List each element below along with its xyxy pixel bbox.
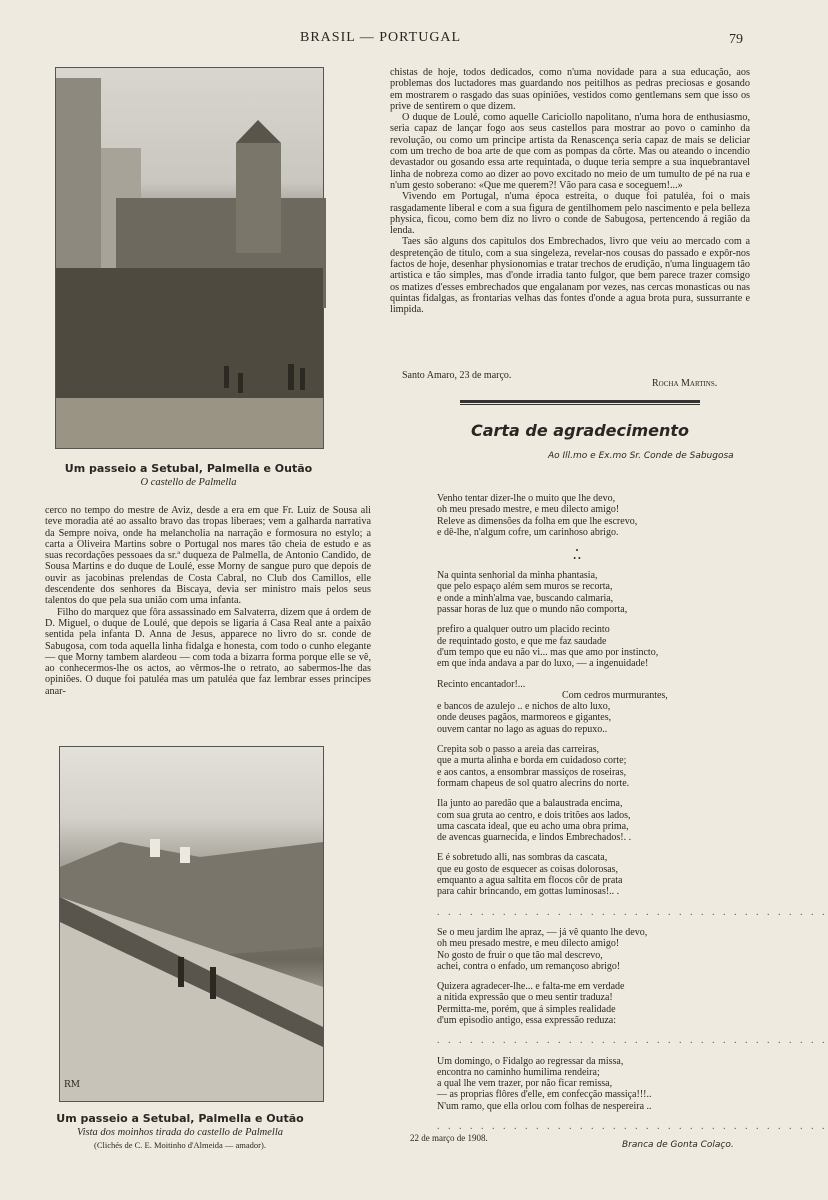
poem-line: achei, contra o enfado, um remançoso abrigo! xyxy=(437,960,621,972)
article-author: Rocha Martins. xyxy=(652,378,718,389)
poem-stanza xyxy=(437,679,737,735)
poem-line: Um domingo, o Fidalgo ao regressar da missa, xyxy=(437,1055,624,1067)
poem-stanza xyxy=(437,570,737,615)
poem-line: que pelo espaço além sem muros se recorta, xyxy=(437,581,613,593)
figure1-caption-title: Um passeio a Setubal, Palmella e Outão xyxy=(64,462,313,475)
section-rule-thin xyxy=(460,404,700,405)
poem-line: formam chapeus de sol quatro alecrins do norte. xyxy=(437,777,630,789)
carta-author: Branca de Gonta Colaço. xyxy=(622,1140,734,1150)
poem-line: Ila junto ao paredão que a balaustrada encima, xyxy=(437,798,623,810)
poem-line: Recinto encantador!... xyxy=(437,678,526,690)
right-paragraph: chistas de hoje, todos dedicados, como n'uma novidade para a sua educação, aos problemas dos luctadores mas guardando nos peitilhos as pedras preciosas e gosando em mostrarem o rasgado das suas opiniões, vestidos como gentlemans sem que isso os prive de sentirem o que dizem. xyxy=(390,67,750,112)
poem-stanza xyxy=(437,1056,737,1112)
poem-line: e bancos de azulejo .. e nichos de alto luxo, xyxy=(437,701,611,713)
poem-line: que eu gosto de esquecer as coisas dolorosas, xyxy=(437,863,619,875)
carta-dedication: Ao Ill.mo e Ex.mo Sr. Conde de Sabugosa xyxy=(548,451,734,461)
poem-line: onde deuses pagãos, marmoreos e gigantes, xyxy=(437,712,612,724)
poem-line: uma cascata ideal, que eu acho uma obra prima, xyxy=(437,820,629,832)
poem-line: e onde a minh'alma vae, buscando calmaria, xyxy=(437,592,614,604)
poem-stanza xyxy=(437,493,737,538)
poem-stanza xyxy=(437,624,737,669)
poem-line: Se o meu jardim lhe apraz, — já vê quanto lhe devo, xyxy=(437,926,648,938)
poem-line: Na quinta senhorial da minha phantasia, xyxy=(437,570,598,582)
right-paragraph: O duque de Loulé, como aquelle Cariciollo napolitano, n'uma hora de enthusiasmo, seria capaz de lançar fogo aos seus castellos para mostrar ao povo o caminho da revolução, ou como um principe artista da Renascença seria capaz de mais se deliciar com um trecho de boa arte de que com as pompas da côrte. Mas ou ateando o incendio devastador ou gosando essa arte requintada, o duque teria sempre a sua inquebrantavel linha de nobreza como ao dizer ao povo excitado no meio de um tumulto de pé na rua e n'um gesto soberano: «Que me querem?! Vão para casa e soceguem!...» xyxy=(390,112,750,191)
poem-line: a nitida expressão que o meu sentir traduza! xyxy=(437,992,613,1004)
poem-stanza xyxy=(437,852,737,897)
poem-line: de requintado gosto, e que me faz saudade xyxy=(437,635,607,647)
figure2-caption xyxy=(30,1112,330,1150)
poem-line: e dê-lhe, n'algum cofre, um carinhoso abrigo. xyxy=(437,526,619,538)
poem-stanza xyxy=(437,927,737,972)
ellipsis-divider: . . . . . . . . . . . . . . . . . . . . . . . . . . . . . . . . . . . . xyxy=(437,906,828,918)
poem-line: passar horas de luz que o mundo não comporta, xyxy=(437,604,628,616)
poem-line: para cahir brincando, em gottas luminosas!.. . xyxy=(437,886,620,898)
right-paragraph: Vivendo em Portugal, n'uma época estreita, o duque foi patuléa, foi o mais rasgadamente liberal e com a sua figura de gentilhomem pelo nascimento e pela belleza physica, ficou, como bem diz no livro o conde de Sabugosa, pertencendo á região da lenda. xyxy=(390,191,750,237)
poem-stanza xyxy=(437,981,737,1026)
poem-line: — as proprias flôres d'elle, em confecção massiça!!!.. xyxy=(437,1089,652,1101)
photo-credit: (Clichés de C. E. Moitinho d'Almeida — amador). xyxy=(94,1140,266,1150)
left-paragraph: cerco no tempo do mestre de Aviz, desde a era em que Fr. Luiz de Sousa ali teve moradia até ao assalto bravo das tropas liberaes; vem a galharda narrativa da Sempre noiva, onde ha melancholia na narração e formosura no estylo; a carta a Oliveira Martins sobre o Portugal nos mares tão cheia de estudo e as suas recordações pessoaes da sr.ª duqueza de Palmella, de Antonio Candido, de Sousa Martins e do duque de Loulé, esse Morny de sangue puro que depois de ouvir as jacobinas prelendas de Costa Cabral, no Club dos Camillos, elle descendente dos senhores da Biscaya, devia ser ministro mais pelos seus talentos do que pela sua união com uma infanta. xyxy=(45,505,371,607)
poem-stanza xyxy=(437,744,737,789)
poem-line: Venho tentar dizer-lhe o muito que lhe devo, xyxy=(437,493,616,504)
poem-line: a qual lhe vem trazer, por não ficar remissa, xyxy=(437,1078,613,1090)
castle-photo xyxy=(55,67,324,449)
poem-line: prefiro a qualquer outro um placido recinto xyxy=(437,624,610,636)
poem-line: Quizera agradecer-lhe... e falta-me em verdade xyxy=(437,981,625,993)
page-number: 79 xyxy=(729,32,743,47)
poem xyxy=(437,493,828,1141)
poem-line: emquanto a agua saltita em flocos côr de prata xyxy=(437,875,623,887)
poem-line: d'um tempo que eu não vi... mas que amo por instincto, xyxy=(437,646,659,658)
poem-line: d'um episodio antigo, essa expressão reduza: xyxy=(437,1014,616,1026)
figure2-caption-title: Um passeio a Setubal, Palmella e Outão xyxy=(56,1112,304,1125)
left-paragraph: Filho do marquez que fôra assassinado em Salvaterra, dizem que á ordem de D. Miguel, o duque de Loulé, que depois se ligaria á Casa Real ante a paixão sentida pela infanta D. Anna de Jesus, apparece no livro do sr. conde de Sabugosa, com toda aquella linha fidalga e honesta, com todo o cunho elegante — que Morny tambem alardeou — com toda a bizarra forma porque elle se vê, ao conhecermos-lhe os actos, ao vêrmos-lhe o retrato, ao sabermos-lhe das opiniões. O duque foi patuléa mas um patuléa que faz lembrar esses principes anar- xyxy=(45,606,371,697)
poem-line: oh meu presado mestre, e meu dilecto amigo! xyxy=(437,504,620,516)
carta-title: Carta de agradecimento xyxy=(470,421,690,440)
photo-monogram: RM xyxy=(64,1080,80,1090)
figure1-caption-subtitle: O castello de Palmella xyxy=(140,477,237,488)
poem-line: Permitta-me, porém, que á simples realidade xyxy=(437,1003,616,1015)
poem-line: com sua gruta ao centro, e dois tritões aos lados, xyxy=(437,809,631,821)
poem-line: ouvem cantar no lago as aguas do repuxo.. xyxy=(437,723,608,735)
figure1-caption xyxy=(55,462,322,488)
poem-line: No gosto de fruir o que tão mal descrevo, xyxy=(437,949,603,961)
poem-line: N'um ramo, que ella orlou com folhas de nespereira .. xyxy=(437,1100,652,1112)
poem-line: Releve as dimensões da folha em que lhe escrevo, xyxy=(437,515,638,527)
figure2-caption-subtitle: Vista dos moinhos tirada do castello de Palmella xyxy=(76,1127,283,1138)
poem-line: que a murta alinha e borda em cuidadoso corte; xyxy=(437,755,627,767)
right-column xyxy=(390,67,750,316)
page-header xyxy=(0,30,822,50)
ellipsis-divider: . . . . . . . . . . . . . . . . . . . . . . . . . . . . . . . . . . . . xyxy=(437,1121,828,1133)
poem-line: Com cedros murmurantes, xyxy=(562,689,668,701)
windmills-photo xyxy=(59,746,324,1102)
poem-line: e aos cantos, a ensombrar massiços de roseiras, xyxy=(437,766,627,778)
poem-line: Crepita sob o passo a areia das carreiras, xyxy=(437,744,600,756)
ellipsis-divider: . . . . . . . . . . . . . . . . . . . . . . . . . . . . . . . . . . . . xyxy=(437,1035,828,1047)
poem-line: em que inda andava a par do luxo, — a ingenuidade! xyxy=(437,658,649,670)
poem-stanza xyxy=(437,798,737,843)
poem-line: oh meu presado mestre, e meu dilecto amigo! xyxy=(437,938,620,950)
section-ornament: • • • xyxy=(573,546,581,564)
poem-line: de avencas guarnecida, e lindos Embrechados!. . xyxy=(437,832,632,844)
right-paragraph: Taes são alguns dos capitulos dos Embrechados, livro que veiu ao mercado com a despretenção de titulo, com a sua singeleza, revelar-nos cousas do passado e expôr-nos factos de hoje, desenhar physionomias e tratar trechos de erudição, n'uma linguagem tão artistica e tão simples, mas d'onde irradia tanto fulgor, que bem parece trazer comsigo os matizes d'esses embrechados que engalanam por vezes, nas cercas monasticas ou nas quintas fidalgas, as frontarias velhas das fontes d'onde a agua brota pura, sussurrante e limpida. xyxy=(390,236,750,316)
poem-line: E é sobretudo alli, nas sombras da cascata, xyxy=(437,852,608,864)
place-date: Santo Amaro, 23 de março. xyxy=(402,370,512,381)
poem-line: encontra no caminho humilima rendeira; xyxy=(437,1066,600,1078)
left-column xyxy=(45,505,371,697)
section-rule xyxy=(460,400,700,403)
running-title: BRASIL — PORTUGAL xyxy=(300,30,462,45)
carta-date: 22 de março de 1908. xyxy=(410,1133,488,1143)
castle-illustration xyxy=(56,68,323,448)
windmills-illustration xyxy=(60,747,323,1101)
